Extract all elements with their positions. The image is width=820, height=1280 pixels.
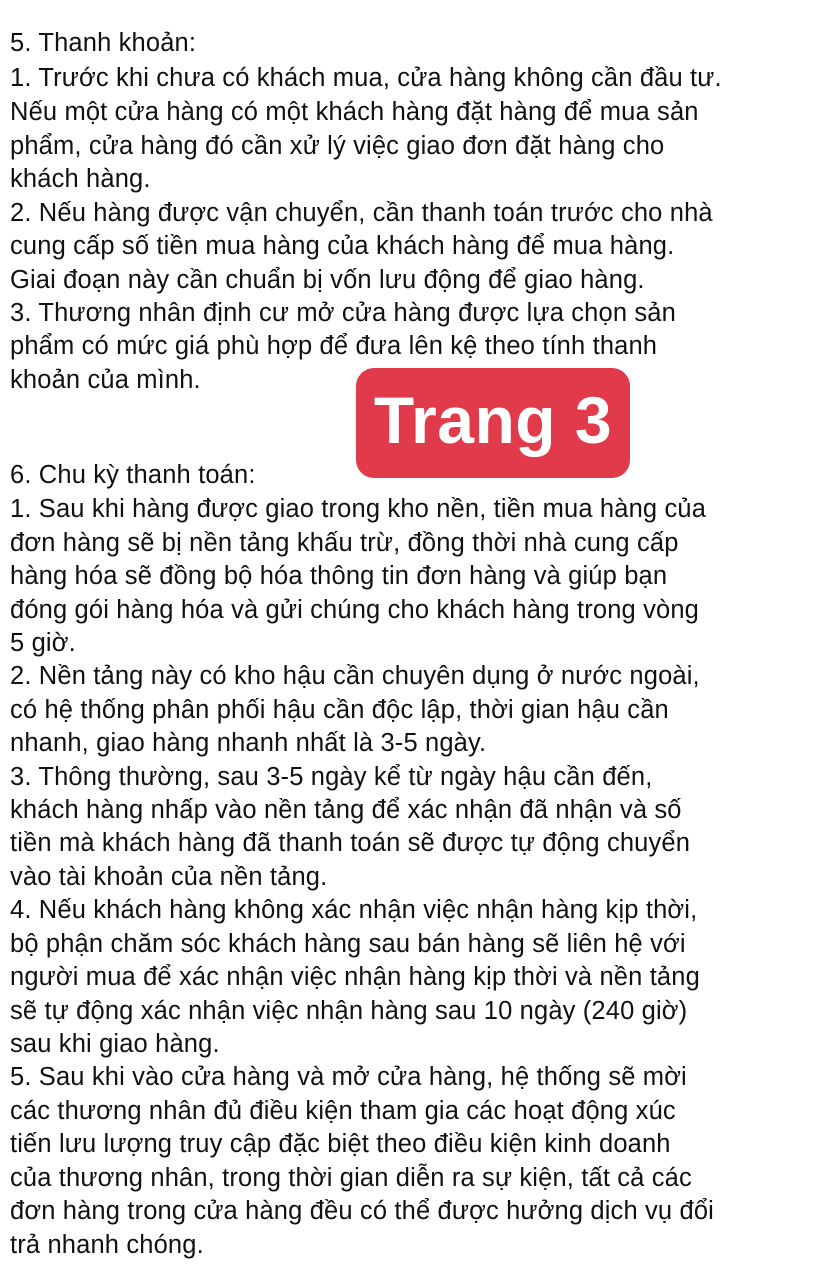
section-6-line: tiến lưu lượng truy cập đặc biệt theo điều kiện kinh doanh	[10, 1130, 671, 1158]
section-6-heading: 6. Chu kỳ thanh toán:	[10, 461, 256, 489]
section-6-line: bộ phận chăm sóc khách hàng sau bán hàng sẽ liên hệ với	[10, 930, 686, 958]
section-5-line: 1. Trước khi chưa có khách mua, cửa hàng không cần đầu tư.	[10, 64, 722, 92]
section-6-line: 5 giờ.	[10, 629, 76, 657]
section-6-line: có hệ thống phân phối hậu cần độc lập, thời gian hậu cần	[10, 696, 669, 724]
section-6-line: nhanh, giao hàng nhanh nhất là 3-5 ngày.	[10, 729, 487, 757]
page-badge-label: Trang 3	[373, 383, 613, 457]
section-5-line: khoản của mình.	[10, 366, 201, 394]
section-6-line: tiền mà khách hàng đã thanh toán sẽ được tự động chuyển	[10, 829, 691, 857]
section-6-line: trả nhanh chóng.	[10, 1231, 204, 1259]
section-5-line: 2. Nếu hàng được vận chuyển, cần thanh toán trước cho nhà	[10, 199, 713, 227]
section-6-line: sau khi giao hàng.	[10, 1030, 220, 1058]
section-6-line: đóng gói hàng hóa và gửi chúng cho khách hàng trong vòng	[10, 596, 699, 624]
section-5-line: khách hàng.	[10, 165, 151, 193]
section-6-line: 2. Nền tảng này có kho hậu cần chuyên dụng ở nước ngoài,	[10, 662, 700, 690]
section-5-line: phẩm, cửa hàng đó cần xử lý việc giao đơn đặt hàng cho	[10, 132, 665, 160]
section-6-line: đơn hàng sẽ bị nền tảng khấu trừ, đồng thời nhà cung cấp	[10, 529, 679, 557]
section-5-line: 3. Thương nhân định cư mở cửa hàng được lựa chọn sản	[10, 299, 676, 327]
section-6-line: 4. Nếu khách hàng không xác nhận việc nhận hàng kịp thời,	[10, 896, 698, 924]
section-6-line: 1. Sau khi hàng được giao trong kho nền, tiền mua hàng của	[10, 495, 707, 523]
section-5-line: Nếu một cửa hàng có một khách hàng đặt hàng để mua sản	[10, 98, 699, 126]
section-6-line: của thương nhân, trong thời gian diễn ra sự kiện, tất cả các	[10, 1164, 692, 1192]
section-6-line: 3. Thông thường, sau 3-5 ngày kể từ ngày hậu cần đến,	[10, 763, 653, 791]
page-badge	[356, 368, 630, 478]
section-5-line: phẩm có mức giá phù hợp để đưa lên kệ theo tính thanh	[10, 332, 658, 360]
section-6-line: đơn hàng trong cửa hàng đều có thể được hưởng dịch vụ đổi	[10, 1197, 714, 1225]
section-6-line: các thương nhân đủ điều kiện tham gia các hoạt động xúc	[10, 1097, 676, 1125]
section-6-line: vào tài khoản của nền tảng.	[10, 863, 328, 891]
section-6-line: 5. Sau khi vào cửa hàng và mở cửa hàng, hệ thống sẽ mời	[10, 1063, 687, 1091]
section-6-line: người mua để xác nhận việc nhận hàng kịp thời và nền tảng	[10, 963, 700, 991]
section-6-line: sẽ tự động xác nhận việc nhận hàng sau 10 ngày (240 giờ)	[10, 997, 688, 1025]
section-5-heading: 5. Thanh khoản:	[10, 29, 197, 57]
section-5-line: cung cấp số tiền mua hàng của khách hàng để mua hàng.	[10, 232, 675, 260]
section-6-line: hàng hóa sẽ đồng bộ hóa thông tin đơn hàng và giúp bạn	[10, 562, 668, 590]
section-5-line: Giai đoạn này cần chuẩn bị vốn lưu động để giao hàng.	[10, 266, 645, 294]
section-6-line: khách hàng nhấp vào nền tảng để xác nhận đã nhận và số	[10, 796, 682, 824]
